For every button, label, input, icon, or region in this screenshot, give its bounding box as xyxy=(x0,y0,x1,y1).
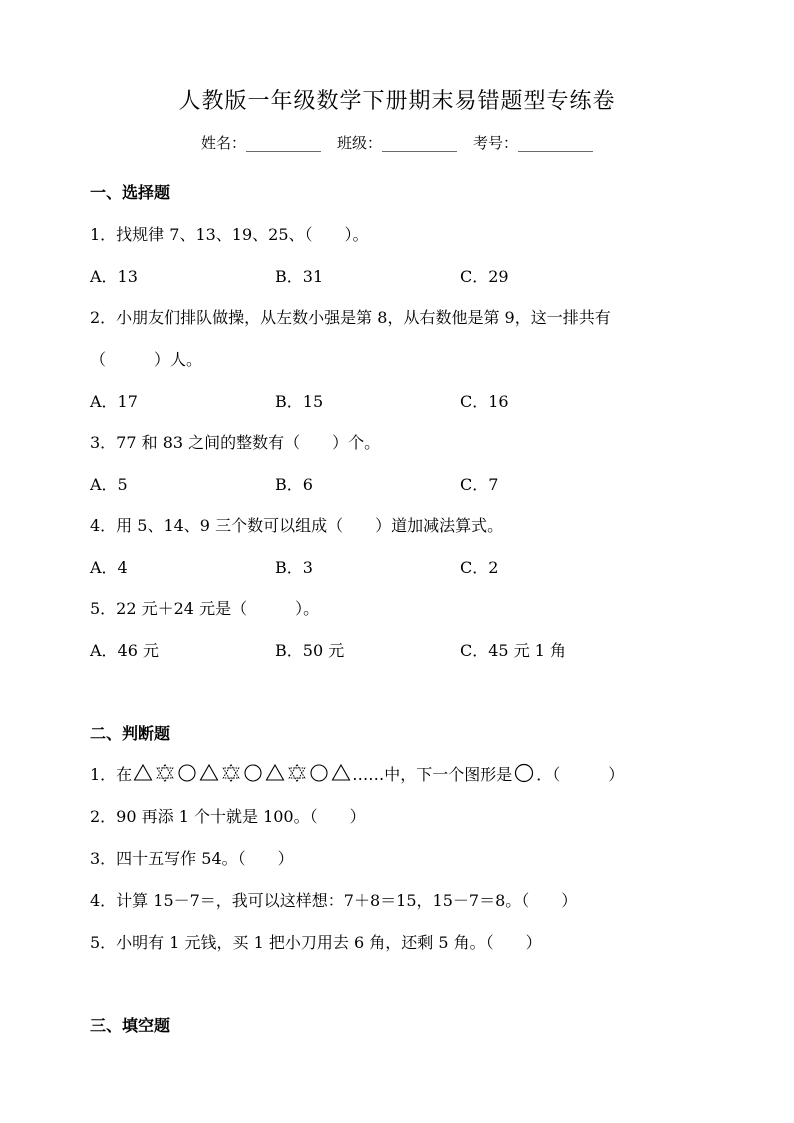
circle-icon xyxy=(309,763,329,783)
section-heading-judge: 二、判断题 xyxy=(90,724,171,743)
option-c[interactable]: C．7 xyxy=(460,475,499,494)
question-shapes xyxy=(90,762,624,785)
page-title: 人教版一年级数学下册期末易错题型专练卷 xyxy=(178,89,616,114)
question-end: ．（ ） xyxy=(536,765,625,784)
option-a[interactable]: A．13 xyxy=(90,267,138,286)
question-text: 2．90 再添 1 个十就是 100。（ ） xyxy=(90,807,366,826)
section-heading-fill: 三、填空题 xyxy=(90,1016,171,1035)
triangle-icon xyxy=(199,763,219,783)
star-icon xyxy=(287,763,307,783)
option-c[interactable]: C．29 xyxy=(460,267,509,286)
question-text: 2．小朋友们排队做操，从左数小强是第 8，从右数他是第 9，这一排共有 xyxy=(90,308,611,327)
question-suffix: ……中，下一个图形是 xyxy=(352,765,513,784)
option-b[interactable]: B．50 元 xyxy=(275,641,345,660)
option-a[interactable]: A．5 xyxy=(90,475,128,494)
triangle-icon xyxy=(331,763,351,783)
option-a[interactable]: A．17 xyxy=(90,392,138,411)
question-text: 1．找规律 7、13、19、25、（ ）。 xyxy=(90,225,369,244)
circle-icon xyxy=(243,763,263,783)
question-text: 3．77 和 83 之间的整数有（ ）个。 xyxy=(90,433,381,452)
question-prefix: 1．在 xyxy=(90,765,133,784)
question-text: 5．小明有 1 元钱，买 1 把小刀用去 6 角，还剩 5 角。（ ） xyxy=(90,933,542,952)
student-info xyxy=(0,132,794,153)
question-text: 4．用 5、14、9 三个数可以组成（ ）道加减法算式。 xyxy=(90,516,504,535)
triangle-icon xyxy=(133,763,153,783)
circle-icon xyxy=(177,763,197,783)
exam-number-field[interactable]: 考号：__________ xyxy=(473,134,594,152)
answer-circle-icon xyxy=(512,763,536,783)
option-b[interactable]: B．3 xyxy=(275,558,313,577)
option-c[interactable]: C．45 元 1 角 xyxy=(460,641,567,660)
star-icon xyxy=(221,763,241,783)
question-text: 5．22 元＋24 元是（ ）。 xyxy=(90,599,320,618)
option-c[interactable]: C．2 xyxy=(460,558,499,577)
question-text: 3．四十五写作 54。（ ） xyxy=(90,849,294,868)
triangle-icon xyxy=(265,763,285,783)
question-text: 4．计算 15－7＝，我可以这样想：7＋8＝15，15－7＝8。（ ） xyxy=(90,891,578,910)
option-c[interactable]: C．16 xyxy=(460,392,509,411)
option-a[interactable]: A．46 元 xyxy=(90,641,160,660)
option-a[interactable]: A．4 xyxy=(90,558,128,577)
shape-sequence xyxy=(132,763,352,783)
option-b[interactable]: B．6 xyxy=(275,475,313,494)
class-field[interactable]: 班级：__________ xyxy=(336,134,457,152)
option-b[interactable]: B．15 xyxy=(275,392,324,411)
name-field[interactable]: 姓名：__________ xyxy=(200,134,321,152)
section-heading-choice: 一、选择题 xyxy=(90,183,171,202)
option-b[interactable]: B．31 xyxy=(275,267,324,286)
question-text-cont: （ ）人。 xyxy=(90,350,203,369)
star-icon xyxy=(155,763,175,783)
